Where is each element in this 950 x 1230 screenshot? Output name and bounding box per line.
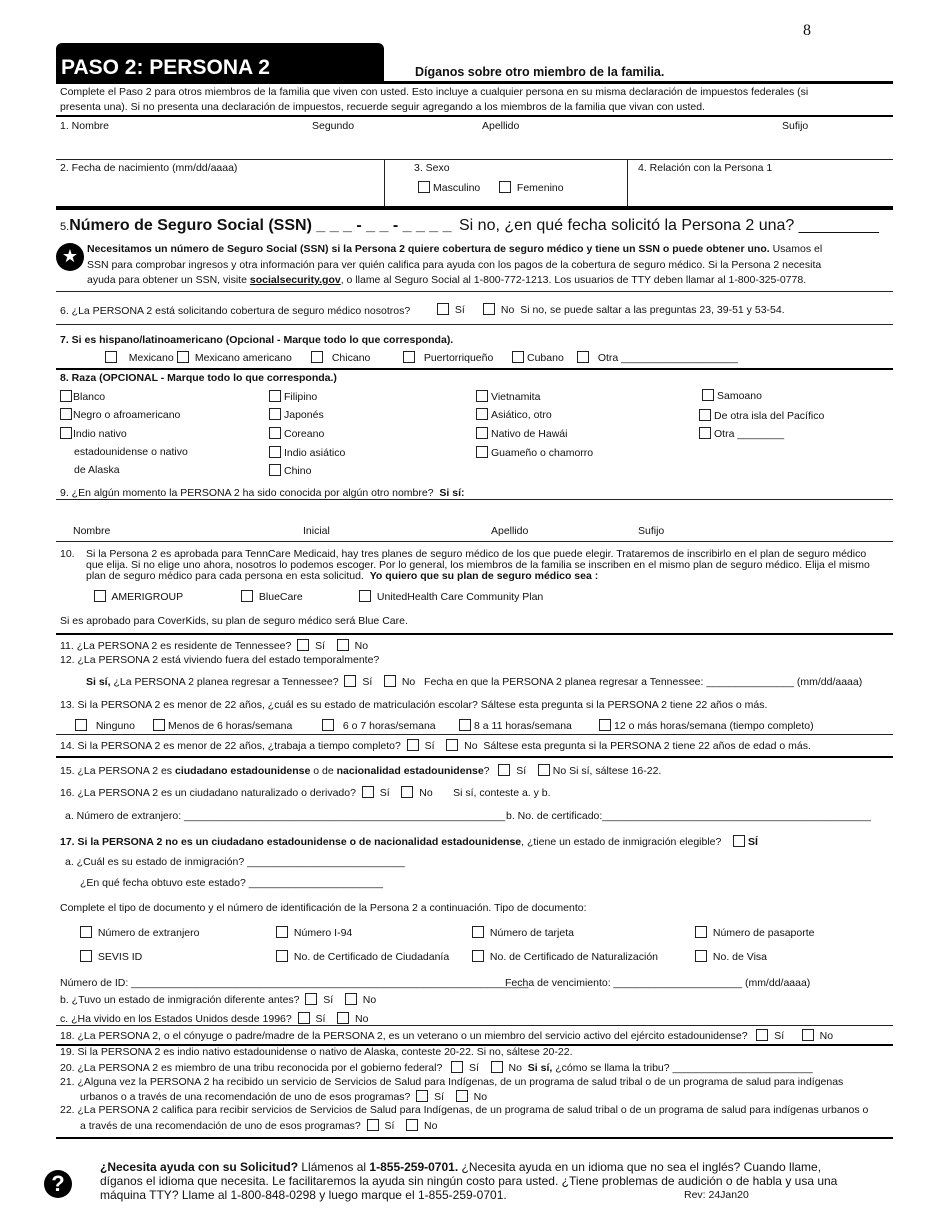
q10-amerigroup-text: AMERIGROUP (111, 591, 184, 603)
q22-no-text: No (424, 1120, 438, 1132)
q7-option-chicano[interactable] (311, 351, 370, 364)
q17-doc-naturalization[interactable] (472, 950, 658, 963)
q3-male-checkbox[interactable] (418, 181, 430, 193)
q15-no-text: No Si sí, sáltese 16-22. (552, 765, 662, 777)
q14-no-text: No (464, 740, 478, 752)
q8-pacifico[interactable] (699, 409, 824, 422)
q10-line-2: que elija. Si no elige uno ahora, nosotros lo podemos escoger. Por lo general, los miembros de la familia se inscriben en el mismo plan de seguro médico. Elija el mismo (86, 559, 870, 571)
q5-ssn-label (60, 217, 452, 235)
q17-c-no-checkbox[interactable] (337, 1012, 349, 1024)
q5-ssn-text: Número de Seguro Social (SSN) _ _ _ - _ _ - _ _ _ _ (69, 217, 452, 234)
star-icon: ★ (56, 243, 84, 271)
q12-no-text: No (401, 676, 416, 688)
q18-label (60, 1029, 833, 1042)
q8-japones[interactable] (269, 408, 324, 421)
q9-suffix-label: Sufijo (638, 525, 665, 537)
q12-no-checkbox[interactable] (384, 675, 396, 687)
q22-line-1: 22. ¿La PERSONA 2 califica para recibir servicios de Servicios de Salud para Indígenas, de un programa de salud tribal o de un programa de salud para indígenas urbanos o (60, 1104, 869, 1116)
q9-label-text: 9. ¿En algún momento la PERSONA 2 ha sido conocida por algún otro nombre? (60, 487, 434, 499)
q16-label-text: 16. ¿La PERSONA 2 es un ciudadano naturalizado o derivado? (60, 787, 356, 799)
q17-c-text: c. ¿Ha vivido en los Estados Unidos desde 1996? (60, 1013, 292, 1025)
q8-japones-text: Japonés (284, 409, 324, 421)
q10-plan-bluecare[interactable] (241, 590, 303, 603)
q17-id-number[interactable]: Número de ID: ____________________________________________________________________ (60, 977, 529, 989)
q7-puertorriqueno-checkbox[interactable] (403, 351, 415, 363)
q15-citizen: ciudadano estadounidense (174, 765, 311, 777)
q13-option-ninguno[interactable] (75, 719, 135, 732)
q12-return-text: ¿La PERSONA 2 planea regresar a Tennessee? (113, 676, 339, 688)
q13-6-7-checkbox[interactable] (322, 719, 334, 731)
q8-hawai[interactable] (476, 427, 567, 440)
q7-cubano-text: Cubano (527, 352, 564, 364)
q9-if-yes: Si sí: (439, 487, 465, 499)
q13-8-11-text: 8 a 11 horas/semana (474, 720, 572, 732)
q8-chino-checkbox[interactable] (269, 464, 281, 476)
divider (56, 541, 893, 542)
q17-doc-passport-checkbox[interactable] (695, 926, 707, 938)
q17-b-text: b. ¿Tuvo un estado de inmigración diferente antes? (60, 994, 300, 1006)
q16-yes-text: Sí (379, 787, 390, 799)
q1-last-name-label: Apellido (482, 120, 520, 132)
q14-label-text: 14. Si la PERSONA 2 es menor de 22 años, ¿trabaja a tiempo completo? (60, 740, 401, 752)
q20-if-yes: Si sí, (527, 1062, 553, 1074)
q8-samoano-checkbox[interactable] (702, 389, 714, 401)
divider-heavy (56, 206, 893, 210)
q8-samoano[interactable] (702, 389, 762, 402)
q8-label (60, 372, 337, 384)
q17-doc-card[interactable] (472, 926, 574, 939)
divider (384, 159, 385, 207)
q15-national: nacionalidad estadounidense (336, 765, 484, 777)
q10-line-3-text: plan de seguro médico para cada persona en esta solicitud. (86, 570, 364, 582)
divider (56, 633, 893, 635)
q6-yes-option[interactable] (437, 303, 465, 316)
q2-dob-label: 2. Fecha de nacimiento (mm/dd/aaaa) (60, 162, 238, 174)
q17-doc-visa[interactable] (695, 950, 767, 963)
q7-label: 7. Si es hispano/latinoamericano (Opcional - Marque todo lo que corresponda). (60, 334, 454, 346)
q7-puertorriqueno-text: Puertorriqueño (423, 352, 494, 364)
q22-yes-checkbox[interactable] (367, 1119, 379, 1131)
q7-cubano-checkbox[interactable] (512, 351, 524, 363)
divider (56, 159, 893, 160)
footer-line-2: díganos el idioma que necesita. Le facilitaremos la ayuda sin ningún costo para usted. ¿Tiene problemas de audición o de habla y usa una (100, 1174, 838, 1188)
divider (56, 1137, 893, 1139)
q20-yes-text: Sí (469, 1062, 479, 1074)
q21-no-text: No (473, 1091, 488, 1103)
q17-doc-sevis-text: SEVIS ID (97, 951, 143, 963)
footer-phone: 1-855-259-0701. (369, 1160, 459, 1174)
ssn-note-line-3b: , o llame al Seguro Social al 1-800-772-1213. Los usuarios de TTY deben llamar al 1-800-325-0778. (340, 274, 807, 286)
q15-yes-text: Sí (516, 765, 527, 777)
q6-yes-checkbox[interactable] (437, 303, 449, 315)
revision-date: Rev: 24Jan20 (684, 1189, 749, 1201)
q8-asiatico-otro[interactable] (476, 408, 552, 421)
section-subtitle: Díganos sobre otro miembro de la familia. (415, 65, 665, 79)
q9-label (60, 487, 465, 499)
q6-no-checkbox[interactable] (483, 303, 495, 315)
divider (56, 734, 893, 735)
q13-option-8-11[interactable] (459, 719, 572, 732)
q14-label (60, 739, 811, 752)
q13-12plus-text: 12 o más horas/semana (tiempo completo) (614, 720, 814, 732)
q17-doc-alien-checkbox[interactable] (80, 926, 92, 938)
q15-yes-checkbox[interactable] (498, 764, 510, 776)
q5-number: 5. (60, 221, 70, 233)
q8-guameno-checkbox[interactable] (476, 446, 488, 458)
q12-if-yes: Si sí, (86, 676, 111, 688)
q17-expiration-date[interactable]: Fecha de vencimiento: ______________________ (mm/dd/aaaa) (505, 977, 811, 989)
ssn-note-bold: Necesitamos un número de Seguro Social (SSN) si la Persona 2 quiere cobertura de seguro médico y tiene un SSN o puede obtener uno. (87, 243, 770, 255)
q8-hawai-text: Nativo de Hawái (491, 428, 568, 440)
q17-doc-naturalization-text: No. de Certificado de Naturalización (489, 951, 659, 963)
q17-b-yes-text: Sí (323, 994, 334, 1006)
q17-a-date[interactable]: ¿En qué fecha obtuvo este estado? _______________________ (80, 877, 384, 889)
q7-option-cubano[interactable] (512, 351, 564, 364)
q17-doc-visa-checkbox[interactable] (695, 950, 707, 962)
q10-unitedhealth-text: UnitedHealth Care Community Plan (376, 591, 544, 603)
divider (56, 756, 893, 758)
q18-no-text: No (819, 1030, 834, 1042)
q14-note: Sáltese esta pregunta si la PERSONA 2 tiene 22 años de edad o más. (483, 740, 811, 752)
q4-relationship-label: 4. Relación con la Persona 1 (638, 162, 773, 174)
q8-filipino[interactable] (269, 390, 317, 403)
q12-yes-checkbox[interactable] (344, 675, 356, 687)
q15-label-a: 15. ¿La PERSONA 2 es (60, 765, 175, 777)
q20-label (60, 1061, 813, 1074)
q15-no-checkbox[interactable] (538, 764, 550, 776)
q6-label: 6. ¿La PERSONA 2 está solicitando cobertura de seguro médico nosotros? (60, 305, 411, 317)
q8-indio-asiatico-checkbox[interactable] (269, 446, 281, 458)
q7-option-mexicano-americano[interactable] (177, 351, 292, 364)
q14-no-checkbox[interactable] (446, 739, 458, 751)
q8-vietnamita-checkbox[interactable] (476, 390, 488, 402)
q17-label-bold: 17. Si la PERSONA 2 no es un ciudadano estadounidense o de nacionalidad estadounidense (60, 836, 522, 848)
q10-plan-unitedhealth[interactable] (359, 590, 543, 603)
q10-bluecare-checkbox[interactable] (241, 590, 253, 602)
q7-mexicano-text: Mexicano (128, 352, 174, 364)
q17-c-since-1996 (60, 1012, 368, 1025)
q11-no-text: No (354, 640, 369, 652)
q17-doc-card-checkbox[interactable] (472, 926, 484, 938)
q8-indio-asiatico-text: Indio asiático (284, 447, 346, 459)
q13-option-12plus[interactable] (599, 719, 814, 732)
q17-doc-passport-text: Número de pasaporte (712, 927, 815, 939)
q21-yes-checkbox[interactable] (416, 1090, 428, 1102)
q1-first-name-label: 1. Nombre (60, 120, 110, 132)
q21-line-1: 21. ¿Alguna vez la PERSONA 2 ha recibido un servicio de Servicios de Salud para Indígenas, de un programa de salud tribal o de un programa de salud para indígenas (60, 1076, 844, 1088)
divider (56, 115, 893, 117)
help-question-icon: ? (44, 1170, 72, 1198)
q11-yes-text: Sí (315, 640, 326, 652)
q16-no-text: No (419, 787, 433, 799)
q17-c-yes-text: Sí (315, 1013, 326, 1025)
q21-no-checkbox[interactable] (456, 1090, 468, 1102)
q10-line-1: Si la Persona 2 es aprobada para TennCare Medicaid, hay tres planes de seguro médico de los que puede elegir. Trataremos de inscribirlo en el plan de seguro médico (86, 548, 867, 560)
divider (56, 291, 893, 292)
q18-yes-text: Sí (774, 1030, 785, 1042)
q10-number: 10. (60, 548, 75, 560)
q17-doc-alien-text: Número de extranjero (97, 927, 200, 939)
q17-b-no-checkbox[interactable] (345, 993, 357, 1005)
divider (56, 368, 893, 370)
q8-blanco[interactable] (60, 390, 105, 403)
q8-blanco-text: Blanco (73, 391, 106, 403)
q11-label-text: 11. ¿La PERSONA 2 es residente de Tennessee? (60, 640, 292, 652)
q21-line-2 (80, 1090, 487, 1103)
q18-yes-checkbox[interactable] (756, 1029, 768, 1041)
q16-b-certificate-number[interactable]: b. No. de certificado:______________________________________________ (506, 810, 871, 822)
q7-option-otra[interactable] (577, 351, 738, 364)
divider (56, 1025, 893, 1026)
q8-guameno-text: Guameño o chamorro (491, 447, 594, 459)
q3-male-option[interactable] (418, 181, 480, 194)
q8-asiatico-otro-checkbox[interactable] (476, 408, 488, 420)
q8-blanco-checkbox[interactable] (60, 390, 72, 402)
q10-coverkids-note: Si es aprobado para CoverKids, su plan de seguro médico será Blue Care. (60, 615, 408, 627)
q11-label (60, 639, 368, 652)
q16-no-checkbox[interactable] (401, 786, 413, 798)
q8-indio-line-2: estadounidense o nativo (74, 446, 188, 458)
q20-label-text: 20. ¿La PERSONA 2 es miembro de una tribu reconocida por el gobierno federal? (60, 1062, 443, 1074)
q17-a-status[interactable]: a. ¿Cuál es su estado de inmigración? ___________________________ (65, 856, 405, 868)
q8-negro-checkbox[interactable] (60, 408, 72, 420)
q9-last-name-label: Apellido (491, 525, 529, 537)
q11-no-checkbox[interactable] (337, 639, 349, 651)
q17-label (60, 835, 758, 848)
q7-otra-text: Otra ____________________ (597, 352, 738, 364)
q17-doc-intro: Complete el tipo de documento y el número de identificación de la Persona 2 a continuación. Tipo de documento: (60, 902, 587, 914)
q8-vietnamita-text: Vietnamita (491, 391, 541, 403)
q17-doc-passport[interactable] (695, 926, 814, 939)
q8-vietnamita[interactable] (476, 390, 540, 403)
q7-chicano-checkbox[interactable] (311, 351, 323, 363)
q10-bluecare-text: BlueCare (258, 591, 303, 603)
divider (56, 324, 893, 325)
q20-tribe-name: ¿cómo se llama la tribu? ________________________ (555, 1062, 813, 1074)
header-rule (56, 81, 893, 84)
q16-note: Si sí, conteste a. y b. (453, 787, 551, 799)
q8-pacifico-text: De otra isla del Pacífico (714, 410, 825, 422)
q17-doc-sevis-checkbox[interactable] (80, 950, 92, 962)
q13-option-6-7[interactable] (322, 719, 436, 732)
q11-yes-checkbox[interactable] (297, 639, 309, 651)
ssn-note-line-3a: ayuda para obtener un SSN, visite (87, 274, 250, 286)
q17-doc-citizenship[interactable] (276, 950, 449, 963)
q8-coreano-checkbox[interactable] (269, 427, 281, 439)
q7-mexicano-americano-text: Mexicano americano (194, 352, 292, 364)
q8-label-text: 8. Raza (OPCIONAL - Marque todo lo que corresponda.) (60, 372, 337, 384)
q8-asiatico-otro-text: Asiático, otro (491, 409, 552, 421)
footer-language-text: ¿Necesita ayuda en un idioma que no sea el inglés? Cuando llame, (458, 1160, 822, 1174)
q10-plan-amerigroup[interactable] (94, 590, 183, 603)
q13-option-lt6[interactable] (153, 719, 292, 732)
footer-line-1 (100, 1160, 821, 1174)
q8-otra[interactable] (699, 427, 784, 440)
q17-yes-checkbox[interactable] (733, 835, 745, 847)
q17-label-rest: , ¿tiene un estado de inmigración elegible? (521, 836, 722, 848)
q17-c-no-text: No (355, 1013, 369, 1025)
q17-doc-naturalization-checkbox[interactable] (472, 950, 484, 962)
q8-filipino-text: Filipino (284, 391, 318, 403)
q17-doc-card-text: Número de tarjeta (489, 927, 574, 939)
q8-japones-checkbox[interactable] (269, 408, 281, 420)
q13-label: 13. Si la PERSONA 2 es menor de 22 años, ¿cuál es su estado de matriculación escolar? Sáltese esta pregunta si la PERSONA 2 tiene 22 años o más. (60, 699, 768, 711)
ssn-note-line-3 (87, 274, 806, 286)
q17-c-yes-checkbox[interactable] (298, 1012, 310, 1024)
q8-indio-asiatico[interactable] (269, 446, 345, 459)
q8-otra-checkbox[interactable] (699, 427, 711, 439)
intro-line-2: presenta una). Si no presenta una declaración de impuestos, recuerde seguir agregando a los miembros de la familia que vivan con usted. (60, 101, 705, 113)
q17-doc-citizenship-text: No. de Certificado de Ciudadanía (293, 951, 450, 963)
q20-no-text: No (508, 1062, 522, 1074)
q22-yes-text: Sí (384, 1120, 395, 1132)
q8-indio-checkbox[interactable] (60, 427, 72, 439)
q13-8-11-checkbox[interactable] (459, 719, 471, 731)
q15-label (60, 764, 661, 777)
q8-pacifico-checkbox[interactable] (699, 409, 711, 421)
q12-label: 12. ¿La PERSONA 2 está viviendo fuera del estado temporalmente? (60, 654, 380, 666)
q9-first-name-label: Nombre (73, 525, 111, 537)
q13-ninguno-text: Ninguno (95, 720, 135, 732)
q17-doc-sevis[interactable] (80, 950, 142, 963)
q13-lt6-checkbox[interactable] (153, 719, 165, 731)
q8-filipino-checkbox[interactable] (269, 390, 281, 402)
q8-chino-text: Chino (284, 465, 312, 477)
q10-plan-choice: Yo quiero que su plan de seguro médico sea : (369, 570, 599, 582)
q3-female-text: Femenino (516, 182, 564, 194)
ssn-note-line-2: SSN para comprobar ingresos y otra información para ver quién califica para ayuda con los pagos de la cobertura de seguro médico. Si la Persona 2 necesita (87, 259, 822, 271)
footer-help-title: ¿Necesita ayuda con su Solicitud? (100, 1160, 299, 1174)
q6-no-text: No (500, 304, 515, 316)
q8-negro-text: Negro o afroamericano (73, 409, 181, 421)
q1-middle-name-label: Segundo (312, 120, 355, 132)
divider (627, 159, 628, 207)
q15-end: ? (483, 765, 490, 777)
q17-doc-i94-text: Número I-94 (293, 927, 353, 939)
page-number: 8 (803, 22, 811, 39)
q20-yes-checkbox[interactable] (451, 1061, 463, 1073)
q8-negro[interactable] (60, 408, 180, 421)
footer-line-3: máquina TTY? Llame al 1-800-848-0298 y luego marque el 1-855-259-0701. (100, 1188, 507, 1202)
q21-line-2-text: urbanos o a través de una recomendación de uno de esos programas? (80, 1091, 411, 1103)
q13-12plus-checkbox[interactable] (599, 719, 611, 731)
q6-note: Si no, se puede saltar a las preguntas 23, 39-51 y 53-54. (520, 304, 785, 316)
q7-mexicano-americano-checkbox[interactable] (177, 351, 189, 363)
q17-doc-i94-checkbox[interactable] (276, 926, 288, 938)
q10-amerigroup-checkbox[interactable] (94, 590, 106, 602)
q17-doc-citizenship-checkbox[interactable] (276, 950, 288, 962)
q20-no-checkbox[interactable] (491, 1061, 503, 1073)
q1-suffix-label: Sufijo (782, 120, 809, 132)
footer-call-text: Llámenos al (298, 1160, 370, 1174)
q14-yes-text: Sí (424, 740, 435, 752)
socialsecurity-link[interactable]: socialsecurity.gov (249, 274, 341, 286)
q17-doc-alien[interactable] (80, 926, 199, 939)
q7-option-puertorriqueno[interactable] (403, 351, 493, 364)
q8-chino[interactable] (269, 464, 311, 477)
q3-male-text: Masculino (433, 182, 481, 194)
q8-hawai-checkbox[interactable] (476, 427, 488, 439)
q16-yes-checkbox[interactable] (362, 786, 374, 798)
q15-mid: o de (310, 765, 337, 777)
q8-otra-text: Otra ________ (714, 428, 785, 440)
q10-unitedhealth-checkbox[interactable] (359, 590, 371, 602)
q7-chicano-text: Chicano (331, 352, 371, 364)
intro-line-1: Complete el Paso 2 para otros miembros de la familia que viven con usted. Esto incluye a cualquier persona en su misma declaración de impuestos federales (si (60, 86, 809, 98)
q22-line-2 (80, 1119, 437, 1132)
q5-ssn-date-question: Si no, ¿en qué fecha solicitó la Persona 2 una? _________ (459, 217, 879, 234)
q17-b-yes-checkbox[interactable] (305, 993, 317, 1005)
q8-coreano[interactable] (269, 427, 324, 440)
q8-indio-text: Indio nativo (73, 428, 127, 440)
q8-samoano-text: Samoano (717, 390, 762, 402)
q9-initial-label: Inicial (303, 525, 330, 537)
q16-a-alien-number[interactable]: a. Número de extranjero: _______________________________________________________ (65, 810, 506, 822)
q8-coreano-text: Coreano (284, 428, 325, 440)
q13-6-7-text: 6 o 7 horas/semana (342, 720, 436, 732)
q17-doc-visa-text: No. de Visa (712, 951, 768, 963)
q12-return-question (86, 675, 862, 688)
divider (56, 499, 893, 500)
q3-sex-label: 3. Sexo (414, 162, 450, 174)
q10-line-3 (86, 570, 598, 582)
q13-lt6-text: Menos de 6 horas/semana (168, 720, 293, 732)
q18-no-checkbox[interactable] (802, 1029, 814, 1041)
q21-yes-text: Sí (434, 1091, 445, 1103)
q22-no-checkbox[interactable] (406, 1119, 418, 1131)
ssn-note-line-1 (87, 243, 822, 255)
q3-female-checkbox[interactable] (499, 181, 511, 193)
q6-yes-text: Sí (454, 304, 465, 316)
q19-label: 19. Si la PERSONA 2 es indio nativo estadounidense o nativo de Alaska, conteste 20-22. Si no, sáltese 20-22. (60, 1046, 573, 1058)
q17-b-no-text: No (362, 994, 377, 1006)
q12-yes-text: Sí (362, 676, 373, 688)
q6-no-option[interactable] (483, 303, 785, 316)
q12-return-date: Fecha en que la PERSONA 2 planea regresar a Tennessee: _______________ (mm/dd/aaaa) (424, 676, 863, 688)
q14-yes-checkbox[interactable] (407, 739, 419, 751)
q13-ninguno-checkbox[interactable] (75, 719, 87, 731)
q22-line-2-text: a través de una recomendación de uno de esos programas? (80, 1120, 361, 1132)
q7-mexicano-checkbox[interactable] (105, 351, 117, 363)
q17-doc-i94[interactable] (276, 926, 352, 939)
q8-indio[interactable] (60, 427, 127, 440)
ssn-note-text: Usamos el (769, 243, 823, 255)
q16-label (60, 786, 551, 799)
q3-female-option[interactable] (499, 181, 564, 194)
q7-otra-checkbox[interactable] (577, 351, 589, 363)
q17-yes-text: SÍ (748, 836, 758, 848)
q8-guameno[interactable] (476, 446, 593, 459)
q7-option-mexicano[interactable] (105, 351, 174, 364)
q8-indio-line-3: de Alaska (74, 464, 120, 476)
section-title: PASO 2: PERSONA 2 (61, 56, 270, 79)
q17-b-prior-status (60, 993, 376, 1006)
q18-label-text: 18. ¿La PERSONA 2, o el cónyuge o padre/madre de la PERSONA 2, es un veterano o un miembro del servicio activo del ejército estadounidense? (60, 1030, 748, 1042)
